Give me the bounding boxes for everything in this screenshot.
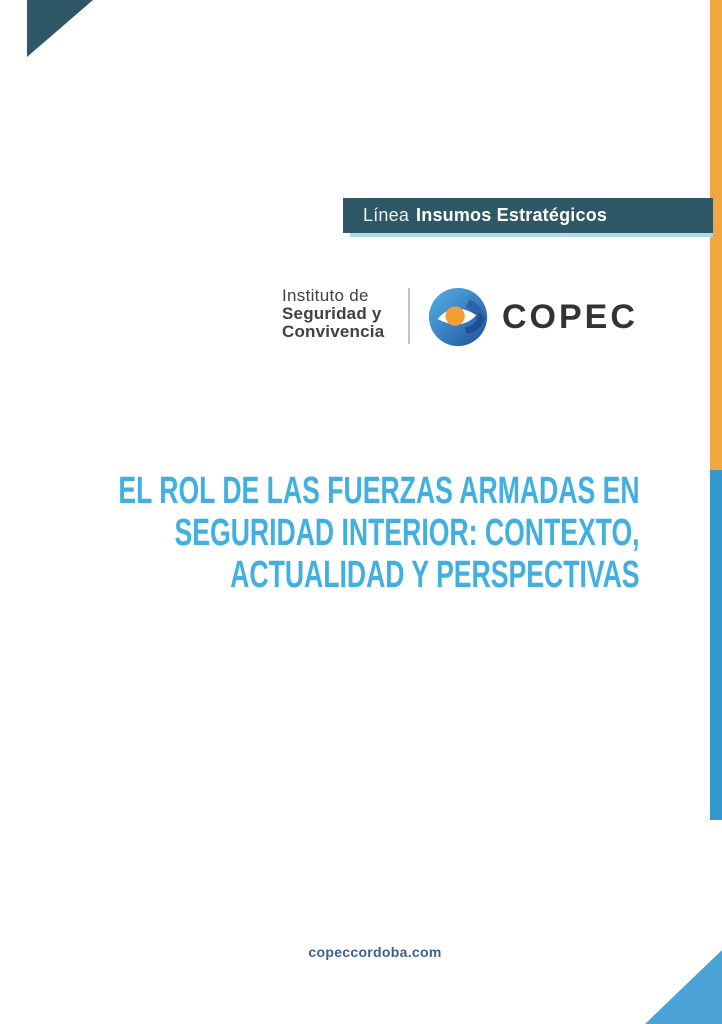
footer-website-link[interactable]: copeccordoba.com (308, 944, 442, 960)
institute-line-1: Instituto de (282, 286, 369, 305)
document-title-line-3: ACTUALIDAD Y PERSPECTIVAS (230, 554, 640, 596)
series-banner-title: Insumos Estratégicos (416, 205, 608, 225)
series-banner (343, 198, 713, 233)
institute-wordmark (282, 287, 384, 341)
copec-logo-icon (427, 286, 489, 348)
institute-line-3: Convivencia (282, 322, 385, 341)
copec-wordmark: COPEC (502, 298, 638, 336)
footer (0, 944, 722, 962)
document-title (119, 470, 640, 596)
document-title-line-2: SEGURIDAD INTERIOR: CONTEXTO, (174, 512, 640, 554)
document-title-line-1: EL ROL DE LAS FUERZAS ARMADAS EN (118, 470, 640, 512)
institute-line-2: Seguridad y (282, 304, 382, 323)
logo-divider (408, 288, 410, 344)
series-banner-underline (350, 233, 713, 237)
series-banner-prefix: Línea (363, 205, 410, 225)
page-curl-top-left[interactable] (27, 0, 93, 57)
right-edge-blue-stripe (710, 470, 722, 820)
